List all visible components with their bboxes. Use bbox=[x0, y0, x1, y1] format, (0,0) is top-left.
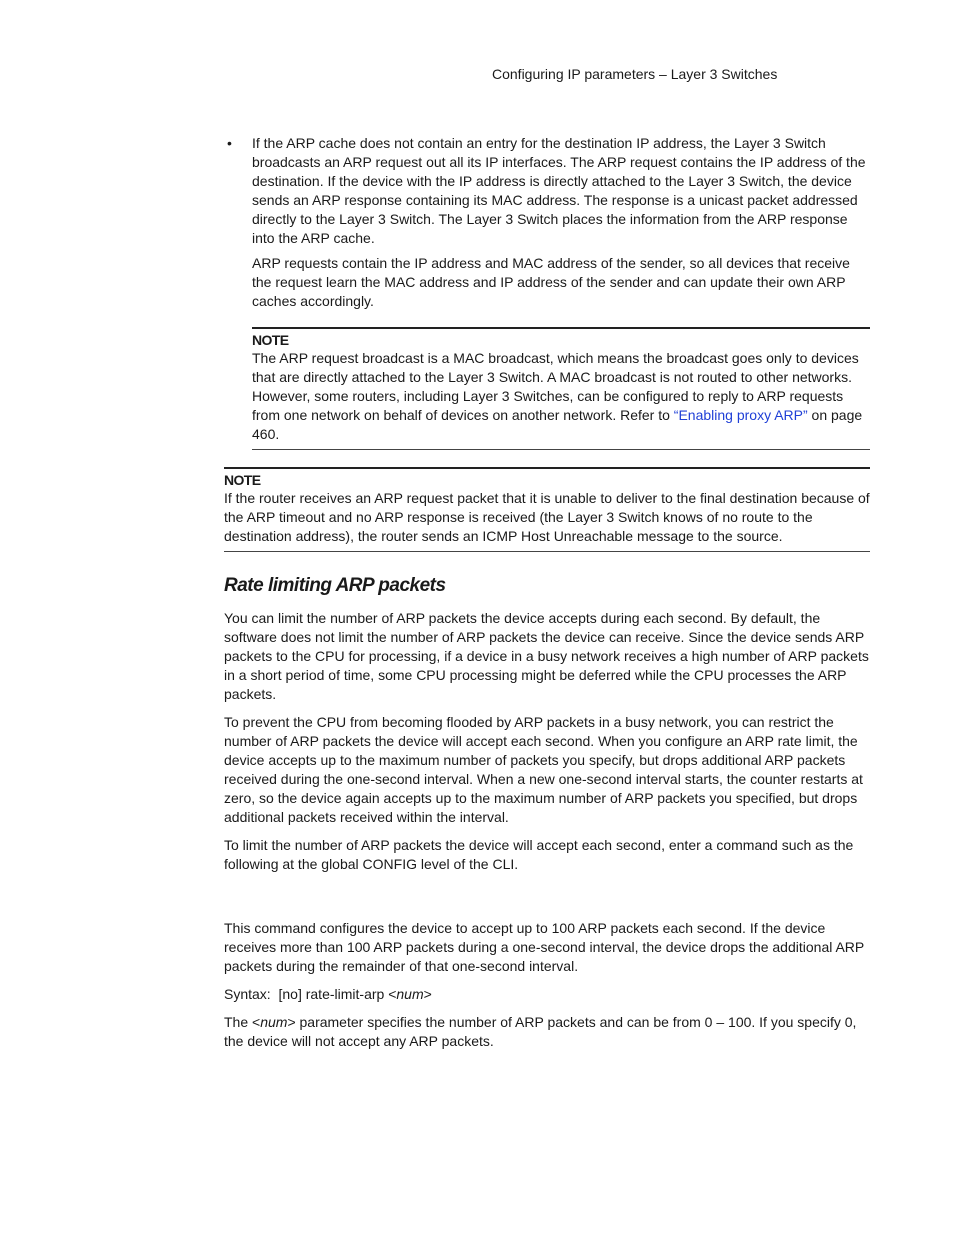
inner-note-body: The ARP request broadcast is a MAC broadcast, which means the broadcast goes only to devices that are directly attached to the Layer 3 Switch. A MAC broadcast is not routed to other networks. However, some routers, including Layer 3 Switches, can be configured to reply to ARP requests from one network on behalf of devices on another network. Refer to bbox=[252, 350, 859, 423]
proxy-arp-link[interactable]: “Enabling proxy ARP” bbox=[673, 407, 808, 423]
command-example-space bbox=[224, 874, 870, 910]
running-header: Configuring IP parameters – Layer 3 Switches bbox=[492, 66, 778, 82]
param-desc-param: num bbox=[260, 1014, 288, 1030]
syntax-label: Syntax: bbox=[224, 986, 271, 1002]
paragraph-3: To limit the number of ARP packets the device will accept each second, enter a command such as the following at the global CONFIG level of the CLI. bbox=[224, 837, 854, 872]
page-body bbox=[224, 134, 870, 1051]
param-desc-after: > parameter specifies the number of ARP packets and can be from 0 – 100. If you specify 0, the device will not accept any ARP packets. bbox=[224, 1014, 857, 1049]
outer-note-text: If the router receives an ARP request packet that it is unable to deliver to the final destination because of the ARP timeout and no ARP response is received (the Layer 3 Switch knows of no route to the destination address), the router sends an ICMP Host Unreachable message to the source. bbox=[224, 490, 870, 544]
syntax-lt: < bbox=[388, 986, 397, 1002]
inner-note bbox=[252, 327, 870, 450]
syntax-line bbox=[224, 985, 870, 1004]
bullet-marker: • bbox=[227, 135, 232, 151]
outer-note bbox=[224, 467, 870, 552]
paragraph-1: You can limit the number of ARP packets the device accepts during each second. By default, the software does not limit the number of ARP packets the device can receive. Since the device sends ARP packets to the CPU for processing, if a device in a busy network receives a high number of ARP packets in a short period of time, some CPU processing might be deferred while the CPU processes the ARP packets. bbox=[224, 610, 869, 702]
param-desc-before: The < bbox=[224, 1014, 261, 1030]
inner-note-text bbox=[252, 349, 870, 444]
inner-note-page-ref: on page 460. bbox=[252, 407, 863, 442]
param-description bbox=[224, 1013, 870, 1051]
syntax-param: num bbox=[396, 986, 424, 1002]
inner-note-label: NOTE bbox=[252, 332, 289, 348]
section-heading: Rate limiting ARP packets bbox=[224, 575, 446, 596]
paragraph-4: This command configures the device to accept up to 100 ARP packets each second. If the device receives more than 100 ARP packets during a one-second interval, the device drops the additional ARP packets during the remainder of that one-second interval. bbox=[224, 920, 864, 974]
outer-note-label: NOTE bbox=[224, 472, 261, 488]
syntax-prefix: [no] bbox=[278, 986, 302, 1002]
syntax-gt: > bbox=[423, 986, 432, 1002]
syntax-command: rate-limit-arp bbox=[305, 986, 385, 1002]
bullet-item bbox=[224, 134, 870, 450]
paragraph-2: To prevent the CPU from becoming flooded by ARP packets in a busy network, you can restrict the number of ARP packets the device will accept each second. When you configure an ARP rate limit, the device accepts up to the maximum number of packets you specify, but drops additional ARP packets received during the one-second interval. When a new one-second interval starts, the counter restarts at zero, so the device again accepts up to the maximum number of ARP packets you specified, but drops additional packets received within the interval. bbox=[224, 714, 863, 825]
bullet-text: If the ARP cache does not contain an entry for the destination IP address, the Layer 3 Switch broadcasts an ARP request out all its IP interfaces. The ARP request contains the IP address of the destination. If the device with the IP address is directly attached to the Layer 3 Switch, the device sends an ARP response containing its MAC address. The response is a unicast packet addressed directly to the Layer 3 Switch. The Layer 3 Switch places the information from the ARP response into the ARP cache. bbox=[252, 135, 866, 246]
bullet-followup-text: ARP requests contain the IP address and MAC address of the sender, so all devices that receive the request learn the MAC address and IP address of the sender and can update their own ARP caches accordingly. bbox=[252, 255, 850, 309]
